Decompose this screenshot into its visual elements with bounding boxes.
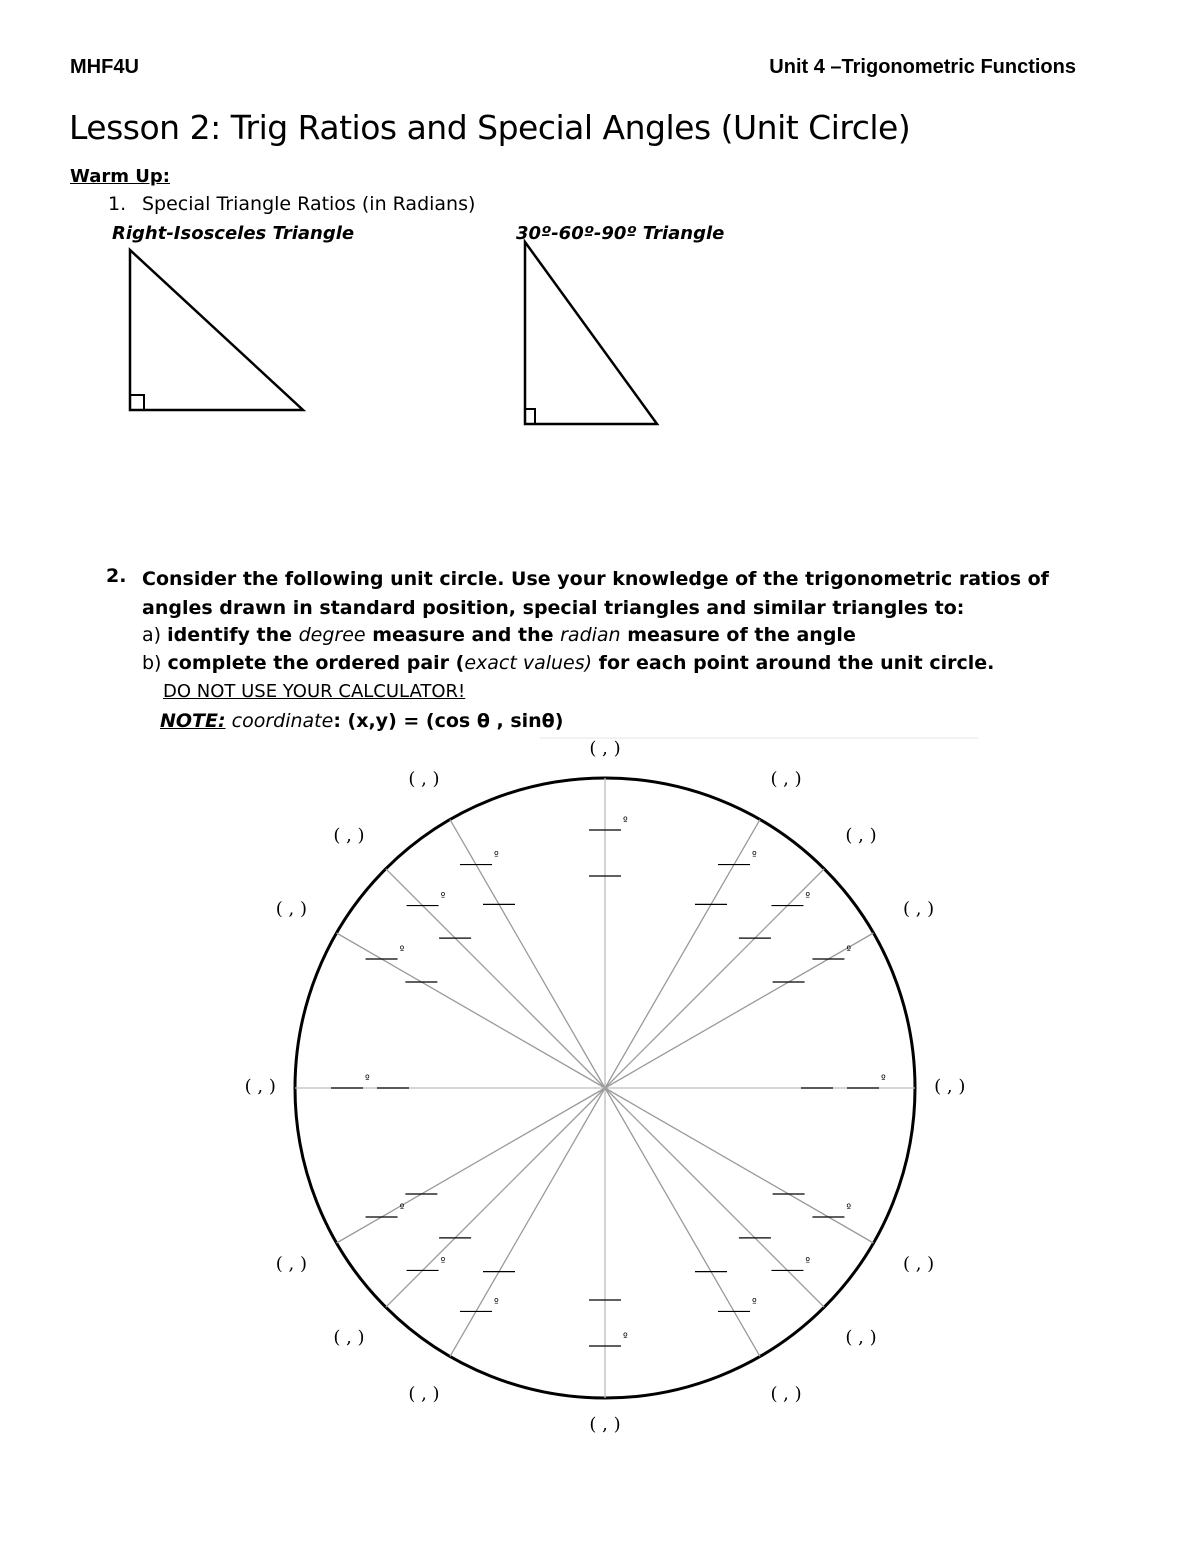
part-a-emphasis: radian: [560, 624, 621, 646]
warmup-heading: Warm Up:: [70, 166, 170, 187]
ordered-pair-120[interactable]: ( , ): [408, 768, 440, 790]
degree-symbol: º: [494, 1297, 499, 1309]
angle-ray-150: [337, 933, 605, 1088]
part-a-text: measure and the: [365, 624, 561, 646]
q1-text: Special Triangle Ratios (in Radians): [142, 193, 476, 215]
ordered-pair-210[interactable]: ( , ): [275, 1253, 308, 1275]
calculator-warning: DO NOT USE YOUR CALCULATOR!: [163, 681, 466, 702]
angle-ray-225: [386, 1088, 605, 1307]
ordered-pair-225[interactable]: ( , ): [333, 1327, 365, 1349]
ordered-pair-30[interactable]: ( , ): [902, 898, 935, 920]
part-a-text: identify the: [167, 624, 299, 646]
note-emphasis: coordinate: [225, 710, 334, 732]
course-code: MHF4U: [70, 56, 139, 78]
part-a-emphasis: degree: [298, 624, 366, 646]
triangle1-label: Right-Isosceles Triangle: [112, 223, 355, 244]
part-a-label: a): [142, 624, 162, 646]
degree-symbol: º: [846, 1203, 852, 1214]
part-a-text: measure of the angle: [620, 624, 856, 646]
degree-symbol: º: [752, 1297, 757, 1309]
angle-ray-135: [386, 869, 605, 1088]
triangle2-label: 30º-60º-90º Triangle: [516, 223, 725, 244]
unit-title: Unit 4 –Trigonometric Functions: [769, 56, 1076, 78]
angle-ray-300: [605, 1088, 760, 1356]
degree-symbol: º: [365, 1074, 370, 1085]
angle-ray-60: [605, 820, 760, 1088]
ordered-pair-135[interactable]: ( , ): [333, 824, 365, 846]
note-formula: : (x,y) = (cos θ , sinθ): [333, 710, 564, 732]
angle-ray-120: [450, 820, 605, 1088]
ordered-pair-330[interactable]: ( , ): [902, 1253, 935, 1275]
degree-symbol: º: [440, 891, 446, 903]
angle-ray-210: [337, 1088, 605, 1243]
part-b-label: b): [142, 652, 162, 674]
ordered-pair-90[interactable]: ( , ): [589, 738, 621, 759]
ordered-pair-45[interactable]: ( , ): [845, 824, 877, 846]
ordered-pair-60[interactable]: ( , ): [770, 768, 802, 790]
ordered-pair-300[interactable]: ( , ): [770, 1383, 802, 1405]
degree-symbol: º: [846, 945, 852, 956]
degree-symbol: º: [752, 850, 757, 862]
ordered-pair-180[interactable]: ( , ): [244, 1076, 276, 1097]
degree-symbol: º: [623, 1332, 628, 1343]
degree-symbol: º: [440, 1256, 446, 1268]
angle-ray-45: [605, 869, 824, 1088]
q2-text: Consider the following unit circle. Use your knowledge of the trigonometric ratios of angles drawn in standard position, special triangles and similar triangles to:: [142, 568, 1049, 619]
degree-symbol: º: [805, 1256, 811, 1268]
angle-ray-30: [605, 933, 873, 1088]
angle-ray-330: [605, 1088, 873, 1243]
angle-ray-315: [605, 1088, 824, 1307]
q2-number: 2.: [106, 565, 127, 587]
degree-symbol: º: [805, 891, 811, 903]
part-b-emphasis: exact values): [464, 652, 593, 674]
degree-symbol: º: [623, 816, 628, 827]
degree-symbol: º: [399, 1203, 405, 1214]
q1-number: 1.: [108, 193, 127, 215]
part-b-text: complete the ordered pair (: [167, 652, 465, 674]
degree-symbol: º: [881, 1074, 886, 1085]
part-b-text: for each point around the unit circle.: [592, 652, 995, 674]
ordered-pair-240[interactable]: ( , ): [408, 1383, 440, 1405]
ordered-pair-270[interactable]: ( , ): [589, 1414, 621, 1435]
ordered-pair-150[interactable]: ( , ): [275, 898, 308, 920]
ordered-pair-315[interactable]: ( , ): [845, 1327, 877, 1349]
degree-symbol: º: [494, 850, 499, 862]
ordered-pair-0[interactable]: ( , ): [934, 1076, 966, 1097]
note-label: NOTE:: [160, 710, 226, 732]
degree-symbol: º: [399, 945, 405, 956]
lesson-title: Lesson 2: Trig Ratios and Special Angles (Unit Circle): [69, 108, 911, 147]
angle-ray-240: [450, 1088, 605, 1356]
